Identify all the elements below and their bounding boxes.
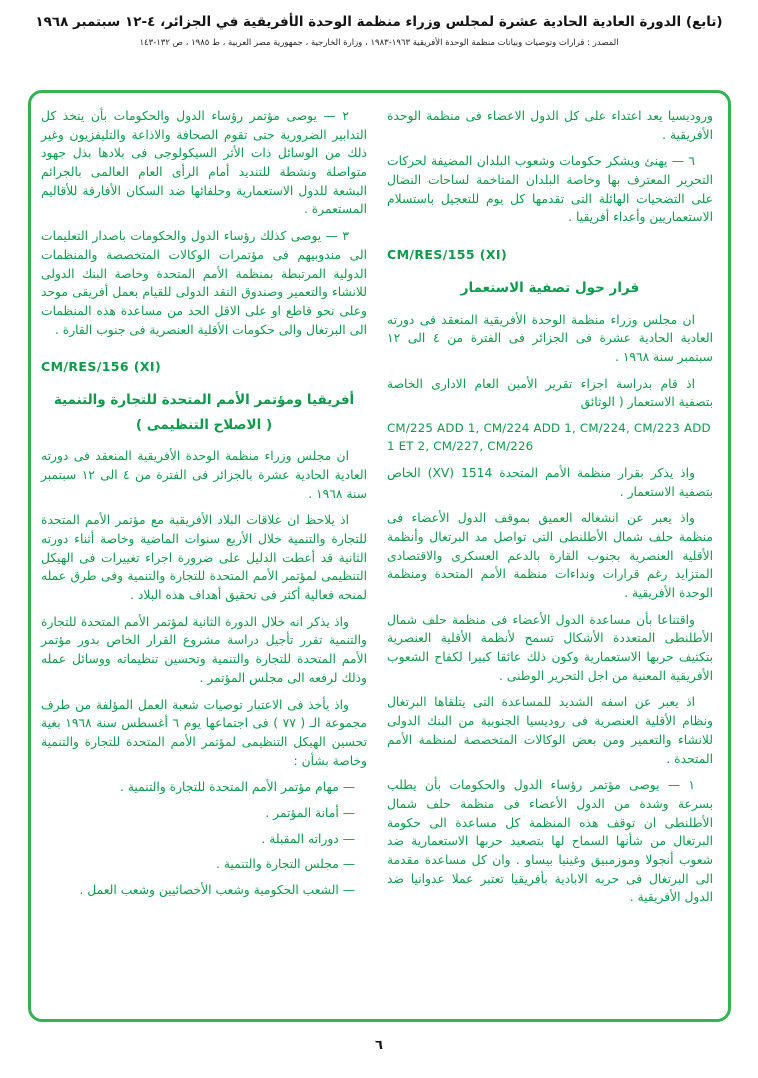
paragraph-clause-3: ٣ — يوصى كذلك رؤساء الدول والحكومات باصدار التعليمات الى مندوبيهم فى مؤتمرات الوكالات المتخصصة والمنظمات الدولية المرتبطة بمنظمة الأمم المتحدة وخاصة البنك الدولى للانشاء والتعمير وصندوق النقد الدولى للقيام بعمل أفريقى موحد وعلى نحو قاطع او على الاقل الحد من مساعدة هذه المنظمات الى البرتغال والى حكومات الأقلية العنصرية فى جنوب القارة . bbox=[41, 229, 367, 337]
resolution-ref-155: CM/RES/155 (XI) bbox=[387, 247, 508, 263]
paragraph-clause-1: ١ — يوصى مؤتمر رؤساء الدول والحكومات بأن يطلب بسرعة وشدة من الدول الأعضاء فى منظمة حلف شمال الأطلنطى ان توقف هذه المنظمة كل مساعدة الى حكومة البرتغال من شأنها السماح لها بتصعيد حربها الاستعمارية ضد شعوب أنجولا وموزمبيق وغينيا بيساو . وان كل مساعدة مقدمة الى البرتغال فى حربه الابادية بأفريقيا تعتبر عملا عدوانيا ضد الدول الأفريقية . bbox=[387, 778, 713, 905]
page-number: ٦ bbox=[375, 1038, 383, 1053]
page-header bbox=[0, 0, 758, 48]
resolution-title-155: قرار حول تصفية الاستعمار bbox=[460, 280, 640, 297]
green-border-box bbox=[28, 90, 731, 1022]
paragraph-convinced: واقتناعا بأن مساعدة الدول الأعضاء فى منظمة حلف شمال الأطلنطى المتعددة الأشكال تسمح لأنظمة الأقلية العنصرية بتكثيف حربها الاستعمارية وكون ذلك عائقا كبيرا لكفاح الشعوب الأفريقية المعنية من اجل التحرير الوطنى . bbox=[387, 612, 713, 683]
paragraph-clause-6: ٦ — يهنئ ويشكر حكومات وشعوب البلدان المضيفة لحركات التحرير المعترف بها وخاصة البلدان المتاخمة لساحات النضال على التضحيات الهائلة التى تقدمها كل يوم للتعجيل باستسلام الاستعماريين وأعداء أفريقيا . bbox=[387, 154, 713, 225]
paragraph-report-study: اذ قام بدراسة اجزاء تقرير الأمين العام الادارى الخاصة بتصفية الاستعمار ( الوثائق bbox=[387, 376, 713, 410]
paragraph-recalling-session: واذ يذكر انه خلال الدورة الثانية لمؤتمر الأمم المتحدة للتجارة والتنمية تقرر تأجيل دراسة مشروع القرار الخاص بدور مؤتمر الأمم المتحدة للتجارة والتنمية وتحسين تنظيماته ووسائل عمله وذلك لرفعه الى مجلس المؤتمر . bbox=[41, 614, 367, 685]
document-codes-line: CM/225 ADD 1, CM/224 ADD 1, CM/224, CM/223 ADD 1 ET 2, CM/227, CM/226 bbox=[387, 421, 711, 453]
list-item: — الشعب الحكومية وشعب الأخصائيين وشعب العمل . bbox=[79, 883, 355, 898]
column-right bbox=[387, 107, 713, 1009]
resolution-ref-156: CM/RES/156 (XI) bbox=[41, 359, 162, 375]
paragraph-regret-aid: اذ يعبر عن اسفه الشديد للمساعدة التى يتلقاها البرتغال ونظام الأقلية العنصرية فى روديسيا الجنوبية من البنك الدولى للانشاء والتعمير ومن بعض الوكالات المتخصصة لمنظمة الأمم المتحدة . bbox=[387, 695, 713, 766]
document-title: (تابع) الدورة العادية الحادية عشرة لمجلس وزراء منظمة الوحدة الأفريقية في الجزائر، ٤-١٢ سبتمبر ١٩٦٨ bbox=[35, 14, 723, 30]
list-item: — دوراته المقبلة . bbox=[261, 831, 355, 846]
paragraph-noting-unctad: اذ يلاحظ ان علاقات البلاد الأفريقية مع مؤتمر الأمم المتحدة للتجارة والتنمية خلال الأربع سنوات الماضية وخاصة أثناء دورته الثانية قد أعطت الدليل على ضرورة اجراء تغييرات فى الهيكل التنظيمى لمؤتمر الأمم المتحدة للتجارة والتنمية وفى طرق عمله لمنحه فعالية أكثر فى تحقيق أهداف هذه البلاد . bbox=[41, 513, 367, 603]
paragraph-considering-77: واذ يأخذ فى الاعتبار توصيات شعبة العمل المؤلفة من طرف مجموعة الـ ( ٧٧ ) فى اجتماعها يوم ٦ أغسطس سنة ١٩٦٨ بغية تحسين الهيكل التنظيمى لمؤتمر الأمم المتحدة للتجارة والتنمية وخاصة بشأن : bbox=[41, 697, 367, 768]
list-item: — مهام مؤتمر الأمم المتحدة للتجارة والتنمية . bbox=[120, 780, 355, 795]
resolution-title-156-line2: ( الاصلاح التنظيمى ) bbox=[135, 416, 273, 433]
resolution-title-156-line1: أفريقيا ومؤتمر الأمم المتحدة للتجارة والتنمية bbox=[53, 392, 355, 409]
paragraph-continuation: وروديسيا يعد اعتداء على كل الدول الاعضاء فى منظمة الوحدة الأفريقية . bbox=[387, 109, 713, 142]
paragraph-recall-1514: واذ يذكر بقرار منظمة الأمم المتحدة 1514 (XV) الخاص بتصفية الاستعمار . bbox=[387, 465, 713, 499]
paragraph-concern-nato: واذ يعبر عن انشغاله العميق بموقف الدول الأعضاء فى منظمة حلف شمال الأطلنطى التى تواصل مد البرتغال وأنظمة الأقلية العنصرية بجنوب القارة بالدعم العسكرى والاقتصادى المتزايد رغم قرارات ونداءات منظمة الأمم المتحدة ومنظمة الوحدة الأفريقية . bbox=[387, 511, 713, 601]
list-item: — مجلس التجارة والتنمية . bbox=[216, 857, 355, 872]
column-left bbox=[41, 107, 367, 1009]
source-citation: المصدر : قرارات وتوصيات وبيانات منظمة الوحدة الأفريقية ١٩٦٣-١٩٨٣ ، وزارة الخارجية ، جمهورية مصر العربية ، ط ١٩٨٥ ، ص ١٣٢-١٤٣ bbox=[139, 38, 619, 48]
paragraph-clause-2: ٢ — يوصى مؤتمر رؤساء الدول والحكومات بأن يتخذ كل التدابير الضرورية حتى تقوم الصحافة والاذاعة والتليفزيون وغير ذلك من الوسائل ذات الأثر السيكولوجى فى بلادها بذل جهود متواصلة ونشطة للتنديد أمام الرأى العام العالمى بالجرائم البشعة للدول الاستعمارية وحلفائها ضد السكان الأفارقة للأقاليم المستعمرة . bbox=[41, 109, 367, 217]
list-item: — أمانة المؤتمر . bbox=[265, 805, 355, 820]
two-column-layout bbox=[41, 107, 713, 1009]
paragraph-preamble-155: ان مجلس وزراء منظمة الوحدة الأفريقية المنعقد فى دورته العادية الحادية عشرة فى الجزائر فى الفترة من ٤ الى ١٢ سبتمبر سنة ١٩٦٨ . bbox=[387, 312, 713, 365]
paragraph-preamble-156: ان مجلس وزراء منظمة الوحدة الأفريقية المنعقد فى دورته العادية الحادية عشرة بالجزائر فى الفترة من ٤ الى ١٢ سبتمبر سنة ١٩٦٨ . bbox=[41, 449, 367, 501]
